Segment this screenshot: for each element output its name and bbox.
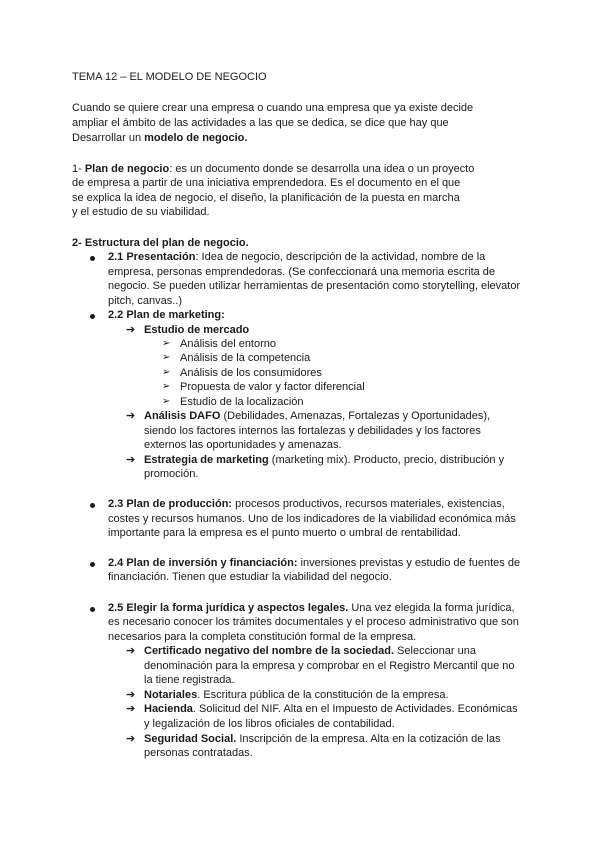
seguridad-social-line-2: personas contratadas.: [144, 747, 253, 759]
p21-line-3: negocio. Se pueden utilizar herramientas de presentación como storytelling, elevator: [108, 280, 521, 292]
intro-line-1: Cuando se quiere crear una empresa o cuando una empresa que ya existe decide: [72, 102, 474, 114]
section-1-line-2: de empresa a partir de una iniciativa emprendedora. Es el documento en el que: [72, 177, 461, 189]
seguridad-social-term: Seguridad Social.: [144, 733, 237, 745]
p25-line-2: es necesario conocer los trámites documentales y el proceso administrativo que son: [108, 616, 519, 628]
section-1-prefix: 1-: [72, 163, 85, 175]
section-1-line-4: y el estudio de su viabilidad.: [72, 206, 210, 218]
bullet-dot: [90, 607, 95, 612]
arrow-icon: ➔: [126, 645, 136, 657]
notariales-line: [144, 688, 449, 702]
p24-line-2: financiación. Tienen que estudiar la viabilidad del negocio.: [108, 571, 392, 583]
p24-line-1-rest: inversiones previstas y estudio de fuentes de: [297, 557, 521, 569]
dafo-term: Análisis DAFO: [144, 410, 221, 422]
certificado-term: Certificado negativo del nombre de la sociedad.: [144, 645, 395, 657]
hacienda-line-2: y legalización de los libros oficiales de contabilidad.: [144, 718, 395, 730]
page-title: TEMA 12 – EL MODELO DE NEGOCIO: [72, 71, 267, 83]
triangle-arrow-icon: ➢: [162, 381, 171, 392]
estudio-item: Análisis de la competencia: [180, 352, 311, 364]
section-1-term: Plan de negocio: [84, 163, 170, 175]
section-1-line-1: [72, 162, 474, 176]
estudio-item: Estudio de la localización: [180, 396, 304, 408]
arrow-icon: ➔: [126, 733, 136, 745]
estrategia-line-1-rest: (marketing mix). Producto, precio, distribución y: [268, 454, 505, 466]
p23-line-3: importante para la empresa es el punto muerto o umbral de rentabilidad.: [108, 527, 461, 539]
p23-line-2: costes y recursos humanos. Uno de los indicadores de la viabilidad económica más: [108, 513, 516, 525]
intro-line-3-prefix: Desarrollar un: [72, 132, 145, 144]
p23-line-1-rest: procesos productivos, recursos materiales, existencias,: [232, 498, 505, 510]
bullet-dot: [90, 503, 95, 508]
estrategia-line-1: [144, 453, 504, 467]
arrow-icon: ➔: [126, 689, 136, 701]
bullet-dot: [90, 562, 95, 567]
section-1-line-1-rest: : es un documento donde se desarrolla una idea o un proyecto: [169, 163, 475, 175]
seguridad-social-line-1-rest: Inscripción de la empresa. Alta en la cotización de las: [236, 733, 501, 745]
p21-term: 2.1 Presentación: [108, 251, 196, 263]
triangle-arrow-icon: ➢: [162, 338, 171, 349]
hacienda-line-1: [144, 702, 518, 716]
p25-term: 2.5 Elegir la forma jurídica y aspectos legales.: [108, 602, 349, 614]
certificado-line-2: denominación para la empresa y comprobar en el Registro Mercantil que no: [144, 660, 515, 672]
intro-line-2: ampliar el ámbito de las actividades a las que se dedica, se dice que hay que: [72, 117, 449, 129]
hacienda-line-1-rest: . Solicitud del NIF. Alta en el Impuesto de Actividades. Económicas: [192, 703, 518, 715]
bullet-dot: [90, 256, 95, 261]
dafo-line-1: [144, 409, 490, 423]
p24-line-1: [108, 556, 520, 570]
triangle-arrow-icon: ➢: [162, 352, 171, 363]
arrow-icon: ➔: [126, 410, 136, 422]
certificado-line-1: [144, 644, 476, 658]
p25-line-1: [108, 601, 515, 615]
section-1-line-3: se explica la idea de negocio, el diseño, la planificación de la puesta en marcha: [72, 192, 460, 204]
section-2-heading: 2- Estructura del plan de negocio.: [72, 237, 249, 249]
estrategia-term: Estrategia de marketing: [144, 454, 269, 466]
p23-term: 2.3 Plan de producción:: [108, 498, 233, 510]
arrow-icon: ➔: [126, 324, 136, 336]
intro-keyword: modelo de negocio.: [144, 132, 248, 144]
p25-line-3: necesarios para la completa constitución formal de la empresa.: [108, 631, 417, 643]
dafo-line-3: externos las oportunidades y amenazas.: [144, 439, 342, 451]
notariales-rest: . Escritura pública de la constitución de la empresa.: [197, 689, 449, 701]
estudio-mercado-heading: Estudio de mercado: [144, 324, 250, 336]
arrow-icon: ➔: [126, 703, 136, 715]
estudio-item: Propuesta de valor y factor diferencial: [180, 381, 365, 393]
estudio-item: Análisis del entorno: [180, 338, 277, 350]
bullet-dot: [90, 314, 95, 319]
triangle-arrow-icon: ➢: [162, 367, 171, 378]
p22-heading: 2.2 Plan de marketing:: [108, 309, 225, 321]
seguridad-social-line-1: [144, 732, 500, 746]
p21-line-4: pitch, canvas..): [108, 295, 182, 307]
p24-term: 2.4 Plan de inversión y financiación:: [108, 557, 298, 569]
p25-line-1-rest: Una vez elegida la forma jurídica,: [348, 602, 515, 614]
estudio-item: Análisis de los consumidores: [180, 367, 322, 379]
dafo-line-2: siendo los factores internos las fortalezas y debilidades y los factores: [144, 425, 481, 437]
p21-line-2: empresa, personas emprendedoras. (Se confeccionará una memoria escrita de: [108, 266, 496, 278]
intro-line-3: [72, 131, 247, 145]
arrow-icon: ➔: [126, 454, 136, 466]
certificado-line-3: la tiene registrada.: [144, 674, 235, 686]
hacienda-term: Hacienda: [144, 703, 193, 715]
estrategia-line-2: promoción.: [144, 468, 199, 480]
dafo-line-1-rest: (Debilidades, Amenazas, Fortalezas y Oportunidades),: [220, 410, 491, 422]
p23-line-1: [108, 497, 505, 511]
certificado-line-1-rest: Seleccionar una: [394, 645, 476, 657]
triangle-arrow-icon: ➢: [162, 396, 171, 407]
p21-line-1: [108, 250, 485, 264]
p21-line-1-rest: : Idea de negocio, descripción de la actividad, nombre de la: [195, 251, 486, 263]
notariales-term: Notariales: [144, 689, 198, 701]
